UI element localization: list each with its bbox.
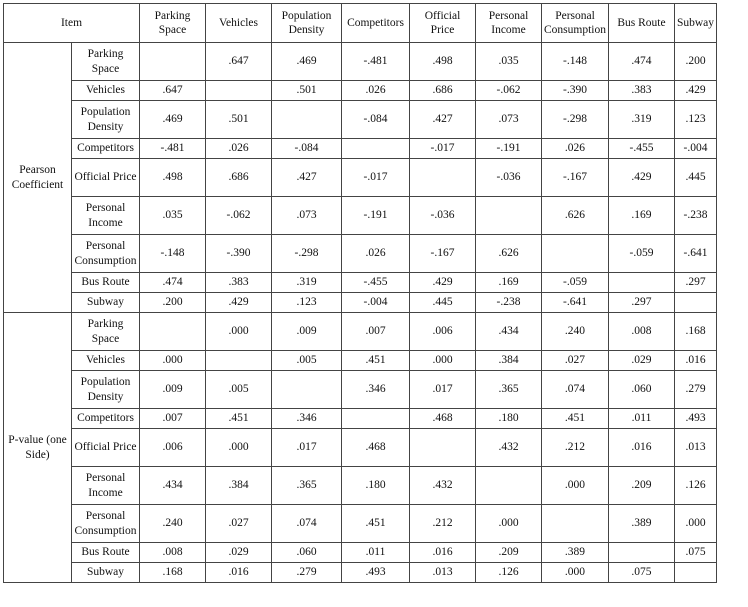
table-cell: .029 <box>206 543 272 563</box>
table-cell: -.084 <box>272 139 342 159</box>
table-cell: .469 <box>140 101 206 139</box>
row-label: Vehicles <box>72 351 140 371</box>
table-cell: .451 <box>542 409 609 429</box>
table-cell: .007 <box>342 313 410 351</box>
table-cell: .626 <box>542 197 609 235</box>
table-cell: .498 <box>140 159 206 197</box>
table-cell: .240 <box>140 505 206 543</box>
table-cell: -.298 <box>542 101 609 139</box>
table-cell: .445 <box>410 293 476 313</box>
table-cell: .017 <box>272 429 342 467</box>
table-cell: -.390 <box>206 235 272 273</box>
table-cell: .000 <box>140 351 206 371</box>
table-cell <box>476 467 542 505</box>
table-cell <box>608 543 674 563</box>
table-cell: .279 <box>272 563 342 583</box>
table-cell: .445 <box>674 159 716 197</box>
table-cell: .434 <box>140 467 206 505</box>
table-cell: .169 <box>476 273 542 293</box>
table-cell: .006 <box>410 313 476 351</box>
table-cell: .168 <box>140 563 206 583</box>
table-row <box>4 313 717 351</box>
table-row <box>4 273 717 293</box>
table-row <box>4 197 717 235</box>
table-cell: .212 <box>410 505 476 543</box>
table-cell <box>342 139 410 159</box>
column-header: Vehicles <box>206 4 272 43</box>
row-label: Official Price <box>72 159 140 197</box>
table-cell: -.191 <box>476 139 542 159</box>
table-cell: .493 <box>342 563 410 583</box>
table-row <box>4 351 717 371</box>
table-cell: .000 <box>674 505 716 543</box>
table-cell <box>542 505 609 543</box>
table-row <box>4 563 717 583</box>
table-cell: .209 <box>608 467 674 505</box>
row-label: Parking Space <box>72 43 140 81</box>
row-label: Personal Consumption <box>72 235 140 273</box>
table-cell: .035 <box>476 43 542 81</box>
table-cell: .016 <box>410 543 476 563</box>
table-cell: .493 <box>674 409 716 429</box>
row-label: Bus Route <box>72 543 140 563</box>
table-cell: .474 <box>140 273 206 293</box>
table-cell: .009 <box>272 313 342 351</box>
table-cell: .389 <box>608 505 674 543</box>
table-cell: .016 <box>674 351 716 371</box>
table-cell: .346 <box>272 409 342 429</box>
table-cell: -.238 <box>476 293 542 313</box>
table-cell: .468 <box>342 429 410 467</box>
group-label: Pearson Coefficient <box>4 43 72 313</box>
table-cell: -.017 <box>342 159 410 197</box>
row-label: Subway <box>72 563 140 583</box>
table-cell: .011 <box>608 409 674 429</box>
table-row <box>4 43 717 81</box>
correlation-table-container <box>3 3 717 583</box>
table-cell: .035 <box>140 197 206 235</box>
column-header: Competitors <box>342 4 410 43</box>
table-cell: .168 <box>674 313 716 351</box>
table-cell: -.084 <box>342 101 410 139</box>
table-cell: .000 <box>206 429 272 467</box>
table-cell <box>140 313 206 351</box>
table-cell: .686 <box>410 81 476 101</box>
table-cell: .073 <box>476 101 542 139</box>
table-cell: -.191 <box>342 197 410 235</box>
table-cell: .007 <box>140 409 206 429</box>
group-label: P-value (one Side) <box>4 313 72 583</box>
table-cell: .498 <box>410 43 476 81</box>
table-cell: .000 <box>410 351 476 371</box>
table-cell: .000 <box>206 313 272 351</box>
table-row <box>4 409 717 429</box>
correlation-table <box>3 3 717 583</box>
table-cell: -.641 <box>542 293 609 313</box>
table-cell: .075 <box>674 543 716 563</box>
table-cell: .468 <box>410 409 476 429</box>
row-label: Personal Income <box>72 467 140 505</box>
table-cell: .027 <box>206 505 272 543</box>
table-row <box>4 371 717 409</box>
table-cell <box>674 563 716 583</box>
table-cell: .429 <box>608 159 674 197</box>
table-cell: .008 <box>140 543 206 563</box>
table-cell: .383 <box>206 273 272 293</box>
table-cell <box>140 43 206 81</box>
table-cell: -.017 <box>410 139 476 159</box>
table-cell: .429 <box>206 293 272 313</box>
table-cell <box>206 351 272 371</box>
table-cell: .319 <box>608 101 674 139</box>
table-cell: .027 <box>542 351 609 371</box>
table-cell: -.059 <box>608 235 674 273</box>
column-header: Bus Route <box>608 4 674 43</box>
table-cell: .429 <box>674 81 716 101</box>
table-cell: .005 <box>206 371 272 409</box>
table-cell: .169 <box>608 197 674 235</box>
table-cell: .005 <box>272 351 342 371</box>
table-cell: .297 <box>674 273 716 293</box>
table-cell: .427 <box>410 101 476 139</box>
table-cell: -.167 <box>542 159 609 197</box>
table-cell: .297 <box>608 293 674 313</box>
table-cell: .432 <box>476 429 542 467</box>
table-cell: .389 <box>542 543 609 563</box>
table-row <box>4 543 717 563</box>
table-cell <box>272 101 342 139</box>
table-cell: -.148 <box>140 235 206 273</box>
table-cell: .026 <box>342 235 410 273</box>
table-cell: -.036 <box>476 159 542 197</box>
column-header: Subway <box>674 4 716 43</box>
table-row <box>4 101 717 139</box>
table-cell: .029 <box>608 351 674 371</box>
table-cell: -.062 <box>476 81 542 101</box>
table-cell: .451 <box>206 409 272 429</box>
table-cell: -.298 <box>272 235 342 273</box>
table-cell: -.167 <box>410 235 476 273</box>
table-cell: .686 <box>206 159 272 197</box>
item-header: Item <box>4 4 140 43</box>
table-cell: .180 <box>476 409 542 429</box>
header-row <box>4 4 717 43</box>
table-cell: .501 <box>272 81 342 101</box>
row-label: Personal Consumption <box>72 505 140 543</box>
table-cell: .011 <box>342 543 410 563</box>
table-cell: .429 <box>410 273 476 293</box>
table-cell: -.004 <box>674 139 716 159</box>
table-cell: .469 <box>272 43 342 81</box>
table-cell: .626 <box>476 235 542 273</box>
table-cell: .647 <box>206 43 272 81</box>
table-cell <box>272 371 342 409</box>
table-cell: .074 <box>542 371 609 409</box>
table-cell: .346 <box>342 371 410 409</box>
column-header: Parking Space <box>140 4 206 43</box>
row-label: Vehicles <box>72 81 140 101</box>
table-cell: .008 <box>608 313 674 351</box>
table-cell: .016 <box>206 563 272 583</box>
table-cell <box>476 197 542 235</box>
table-cell: .474 <box>608 43 674 81</box>
table-cell: .279 <box>674 371 716 409</box>
table-cell: .026 <box>342 81 410 101</box>
table-cell: .501 <box>206 101 272 139</box>
table-cell: .006 <box>140 429 206 467</box>
table-cell: .123 <box>272 293 342 313</box>
table-row <box>4 159 717 197</box>
table-cell: .000 <box>476 505 542 543</box>
table-cell: .013 <box>410 563 476 583</box>
table-row <box>4 81 717 101</box>
table-cell: .427 <box>272 159 342 197</box>
table-cell: .451 <box>342 505 410 543</box>
table-cell: .026 <box>206 139 272 159</box>
table-cell: -.036 <box>410 197 476 235</box>
table-cell: -.481 <box>140 139 206 159</box>
table-cell: .432 <box>410 467 476 505</box>
table-cell: .009 <box>140 371 206 409</box>
table-cell: .384 <box>476 351 542 371</box>
table-cell: .647 <box>140 81 206 101</box>
table-cell: .212 <box>542 429 609 467</box>
row-label: Subway <box>72 293 140 313</box>
table-cell: .126 <box>476 563 542 583</box>
table-cell: -.390 <box>542 81 609 101</box>
table-cell: .017 <box>410 371 476 409</box>
table-cell <box>674 293 716 313</box>
table-cell: -.455 <box>342 273 410 293</box>
table-row <box>4 505 717 543</box>
table-cell: .365 <box>272 467 342 505</box>
table-cell: .013 <box>674 429 716 467</box>
table-row <box>4 293 717 313</box>
table-cell: .074 <box>272 505 342 543</box>
table-cell: .200 <box>674 43 716 81</box>
column-header: Population Density <box>272 4 342 43</box>
table-row <box>4 429 717 467</box>
table-cell: -.481 <box>342 43 410 81</box>
row-label: Official Price <box>72 429 140 467</box>
table-cell <box>410 429 476 467</box>
row-label: Parking Space <box>72 313 140 351</box>
table-cell: .200 <box>140 293 206 313</box>
table-cell <box>206 81 272 101</box>
row-label: Competitors <box>72 409 140 429</box>
row-label: Population Density <box>72 371 140 409</box>
table-body <box>4 43 717 583</box>
table-cell: .073 <box>272 197 342 235</box>
table-cell: .451 <box>342 351 410 371</box>
table-cell: -.004 <box>342 293 410 313</box>
table-cell: .434 <box>476 313 542 351</box>
table-row <box>4 139 717 159</box>
table-cell: -.148 <box>542 43 609 81</box>
table-cell: -.455 <box>608 139 674 159</box>
table-cell: .209 <box>476 543 542 563</box>
table-cell: .365 <box>476 371 542 409</box>
table-cell: .060 <box>272 543 342 563</box>
column-header: Official Price <box>410 4 476 43</box>
table-row <box>4 235 717 273</box>
row-label: Personal Income <box>72 197 140 235</box>
table-cell: .016 <box>608 429 674 467</box>
table-cell: -.641 <box>674 235 716 273</box>
table-cell: .060 <box>608 371 674 409</box>
table-row <box>4 467 717 505</box>
table-cell: .319 <box>272 273 342 293</box>
column-header: Personal Consumption <box>542 4 609 43</box>
table-cell <box>410 159 476 197</box>
column-header: Personal Income <box>476 4 542 43</box>
row-label: Bus Route <box>72 273 140 293</box>
table-cell: .000 <box>542 563 609 583</box>
table-cell <box>342 409 410 429</box>
table-cell: .240 <box>542 313 609 351</box>
row-label: Competitors <box>72 139 140 159</box>
table-cell <box>608 273 674 293</box>
table-cell: .180 <box>342 467 410 505</box>
table-cell: -.062 <box>206 197 272 235</box>
table-cell: .126 <box>674 467 716 505</box>
table-cell: .075 <box>608 563 674 583</box>
table-cell: .000 <box>542 467 609 505</box>
table-cell <box>542 235 609 273</box>
table-cell: .026 <box>542 139 609 159</box>
table-cell: .383 <box>608 81 674 101</box>
table-cell: -.059 <box>542 273 609 293</box>
table-cell: -.238 <box>674 197 716 235</box>
table-cell: .123 <box>674 101 716 139</box>
table-cell: .384 <box>206 467 272 505</box>
row-label: Population Density <box>72 101 140 139</box>
